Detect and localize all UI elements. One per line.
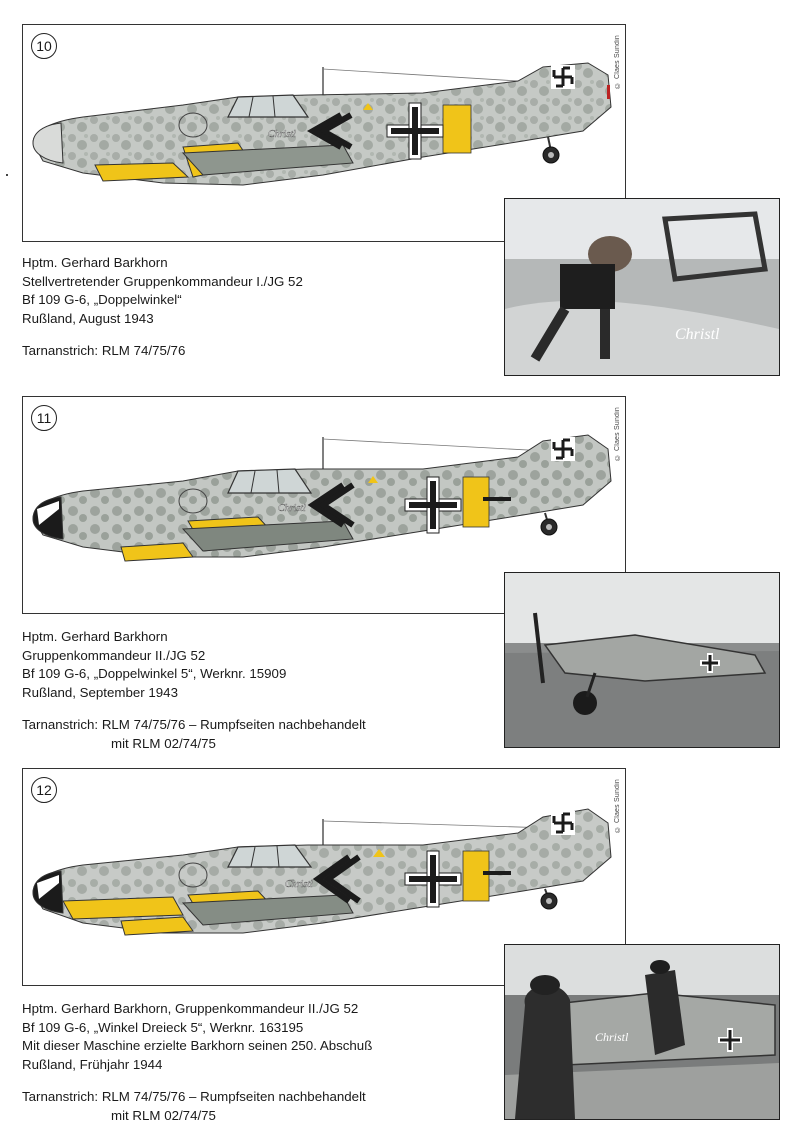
caption-line: Gruppenkommandeur II./JG 52 <box>22 647 206 663</box>
camouflage-line: mit RLM 02/74/75 <box>111 735 216 751</box>
fuselage-name-label: Christl <box>278 503 306 514</box>
caption-line: Bf 109 G-6, „Doppelwinkel“ <box>22 292 182 307</box>
caption-line: Hptm. Gerhard Barkhorn, Gruppenkommandeur II./JG 52 <box>22 1001 359 1016</box>
caption-line: Rußland, September 1943 <box>22 684 178 700</box>
caption-line: Bf 109 G-6, „Winkel Dreieck 5“, Werknr. 163195 <box>22 1019 304 1035</box>
artist-credit: © Claes Sundin <box>614 779 621 833</box>
caption-line: Rußland, Frühjahr 1944 <box>22 1056 163 1072</box>
caption-line: Hptm. Gerhard Barkhorn <box>22 629 168 644</box>
camouflage-line: Tarnanstrich: RLM 74/75/76 – Rumpfseiten nachbehandelt <box>22 717 366 732</box>
caption-line: Rußland, August 1943 <box>22 310 154 326</box>
caption-line: Stellvertretender Gruppenkommandeur I./JG 52 <box>22 273 303 289</box>
caption-10 <box>22 254 303 361</box>
period-photo-1 <box>504 198 780 376</box>
profile-number-badge: 10 <box>31 33 57 59</box>
photo-aircraft-name: Christl <box>675 326 720 343</box>
caption-11 <box>22 628 366 753</box>
artist-credit: © Claes Sundin <box>614 35 621 89</box>
photo-aircraft-name: Christl <box>595 1030 629 1044</box>
margin-mark <box>6 174 8 176</box>
profile-number-badge: 11 <box>31 405 57 431</box>
camouflage-line: Tarnanstrich: RLM 74/75/76 <box>22 343 186 358</box>
caption-line: Mit dieser Maschine erzielte Barkhorn seinen 250. Abschuß <box>22 1038 373 1053</box>
fuselage-name-label: Christl <box>268 129 296 140</box>
period-photo-2 <box>504 572 780 748</box>
camouflage-line: Tarnanstrich: RLM 74/75/76 – Rumpfseiten nachbehandelt <box>22 1089 366 1104</box>
caption-12 <box>22 1000 372 1125</box>
caption-line: Bf 109 G-6, „Doppelwinkel 5“, Werknr. 15909 <box>22 666 287 681</box>
camouflage-line: mit RLM 02/74/75 <box>111 1107 216 1123</box>
period-photo-3 <box>504 944 780 1120</box>
artist-credit: © Claes Sundin <box>614 407 621 461</box>
profile-number-badge: 12 <box>31 777 57 803</box>
fuselage-name-label: Christl <box>285 879 313 890</box>
caption-line: Hptm. Gerhard Barkhorn <box>22 255 168 270</box>
